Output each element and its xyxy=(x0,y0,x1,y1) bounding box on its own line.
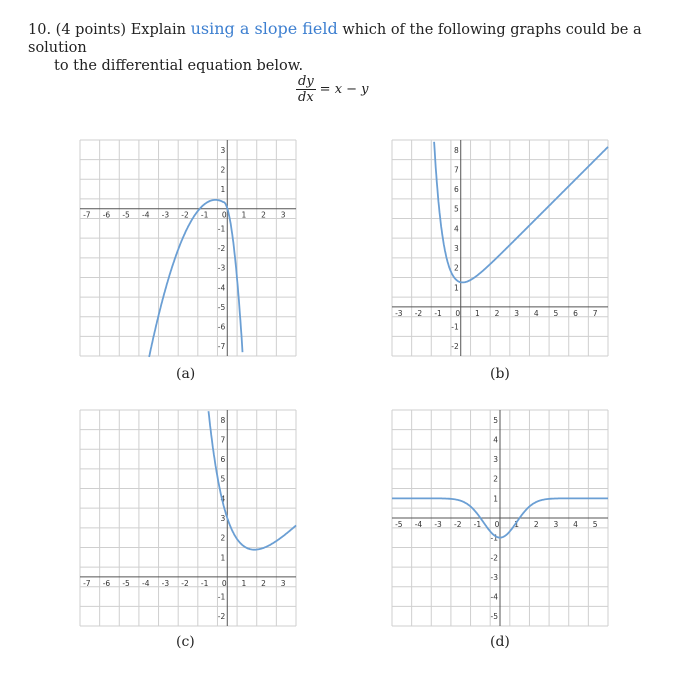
y-tick-label: 4 xyxy=(493,435,498,445)
y-tick-label: 5 xyxy=(453,204,459,214)
x-tick-label: -6 xyxy=(102,578,111,588)
x-tick-label: 1 xyxy=(241,210,247,220)
y-tick-label: 3 xyxy=(493,455,498,465)
y-tick-label: 5 xyxy=(220,474,226,484)
y-tick-label: 2 xyxy=(220,533,226,543)
x-tick-label: 7 xyxy=(592,308,598,318)
x-tick-label: 5 xyxy=(592,520,598,529)
eq-denominator: dx xyxy=(298,90,314,105)
x-tick-label: -2 xyxy=(181,578,189,588)
question-text xyxy=(28,20,658,75)
y-tick-label: 3 xyxy=(220,145,226,155)
caption-d: (d) xyxy=(490,634,510,650)
y-tick-label: 4 xyxy=(453,224,459,234)
x-tick-label: -2 xyxy=(453,520,462,529)
x-tick-label: -2 xyxy=(181,210,189,220)
y-tick-label: 1 xyxy=(220,553,226,563)
y-tick-label: -2 xyxy=(451,342,459,352)
y-tick-label: -1 xyxy=(217,592,226,602)
graph-b xyxy=(392,140,608,356)
y-tick-label: -7 xyxy=(217,342,226,352)
x-tick-label: 0 xyxy=(221,210,227,220)
y-tick-label: 5 xyxy=(493,415,498,425)
x-tick-label: 1 xyxy=(514,520,520,529)
question-prefix: Explain xyxy=(130,22,186,38)
x-tick-label: -5 xyxy=(395,520,403,529)
x-tick-label: -1 xyxy=(434,308,442,318)
x-tick-label: 6 xyxy=(573,308,578,318)
x-tick-label: 2 xyxy=(261,210,266,220)
y-tick-label: 6 xyxy=(453,185,459,195)
solution-curve xyxy=(434,142,608,283)
x-tick-label: 5 xyxy=(553,308,559,318)
question-rest: which of the following graphs could be a solution xyxy=(28,22,642,56)
graph-c xyxy=(80,410,296,626)
x-tick-label: 0 xyxy=(221,578,227,588)
x-tick-label: -1 xyxy=(473,520,482,529)
y-tick-label: -2 xyxy=(217,612,226,622)
x-tick-label: 0 xyxy=(455,308,461,318)
y-tick-label: 2 xyxy=(220,165,226,175)
x-tick-label: -3 xyxy=(395,308,403,318)
x-tick-label: -3 xyxy=(161,210,170,220)
caption-c: (c) xyxy=(176,634,195,650)
y-tick-label: -4 xyxy=(490,592,498,602)
caption-b: (b) xyxy=(490,366,510,382)
y-tick-label: -6 xyxy=(217,322,226,332)
x-tick-label: 3 xyxy=(280,578,286,588)
differential-equation xyxy=(296,74,369,105)
x-tick-label: 3 xyxy=(514,308,520,318)
y-tick-label: -3 xyxy=(490,572,498,582)
y-tick-label: 6 xyxy=(220,455,226,465)
x-tick-label: -3 xyxy=(161,578,170,588)
graph-a xyxy=(80,140,296,356)
x-tick-label: 4 xyxy=(533,308,539,318)
eq-rhs: = x − y xyxy=(319,82,369,97)
y-tick-label: 7 xyxy=(220,435,226,445)
y-tick-label: -1 xyxy=(451,322,459,332)
y-tick-label: 8 xyxy=(453,145,459,155)
x-tick-label: 1 xyxy=(241,578,247,588)
y-tick-label: 2 xyxy=(493,474,498,484)
y-tick-label: -2 xyxy=(217,244,226,253)
y-tick-label: -4 xyxy=(217,283,226,293)
x-tick-label: -1 xyxy=(200,210,209,220)
x-tick-label: -7 xyxy=(83,578,91,588)
y-tick-label: -5 xyxy=(490,612,498,622)
x-tick-label: -5 xyxy=(122,210,130,220)
x-tick-label: 2 xyxy=(533,520,539,529)
question-points: (4 points) xyxy=(55,22,127,38)
y-tick-label: -5 xyxy=(217,302,226,312)
y-tick-label: 1 xyxy=(453,283,459,293)
question-line2: to the differential equation below. xyxy=(54,58,304,74)
x-tick-label: -4 xyxy=(141,210,150,220)
y-tick-label: 1 xyxy=(493,494,498,504)
derivative-fraction xyxy=(296,74,316,105)
solution-curve xyxy=(149,200,242,357)
eq-numerator: dy xyxy=(298,74,314,89)
x-tick-label: 4 xyxy=(573,520,578,529)
caption-a: (a) xyxy=(176,366,196,382)
x-tick-label: -7 xyxy=(83,210,91,220)
x-tick-label: 2 xyxy=(261,578,266,588)
y-tick-label: 2 xyxy=(453,263,459,273)
graph-d xyxy=(392,410,608,626)
y-tick-label: 7 xyxy=(453,165,459,175)
x-tick-label: -5 xyxy=(122,578,130,588)
y-tick-label: -1 xyxy=(217,224,226,234)
x-tick-label: -4 xyxy=(141,578,150,588)
x-tick-label: -1 xyxy=(200,578,209,588)
slope-field-link[interactable]: using a slope field xyxy=(190,19,338,38)
y-tick-label: 4 xyxy=(220,494,226,504)
y-tick-label: 3 xyxy=(220,514,226,523)
y-tick-label: 3 xyxy=(453,244,459,253)
x-tick-label: -2 xyxy=(414,308,423,318)
x-tick-label: -6 xyxy=(102,210,111,220)
y-tick-label: 1 xyxy=(220,185,226,195)
y-tick-label: -2 xyxy=(490,553,498,563)
x-tick-label: -3 xyxy=(434,520,442,529)
x-tick-label: -4 xyxy=(414,520,423,529)
y-tick-label: -3 xyxy=(217,263,226,273)
x-tick-label: 0 xyxy=(494,520,500,529)
y-tick-label: 8 xyxy=(220,415,226,425)
x-tick-label: 3 xyxy=(280,210,286,220)
x-tick-label: 2 xyxy=(494,308,500,318)
x-tick-label: 1 xyxy=(474,308,480,318)
question-number: 10. xyxy=(28,22,52,38)
x-tick-label: 3 xyxy=(553,520,559,529)
y-tick-label: -1 xyxy=(490,533,498,543)
